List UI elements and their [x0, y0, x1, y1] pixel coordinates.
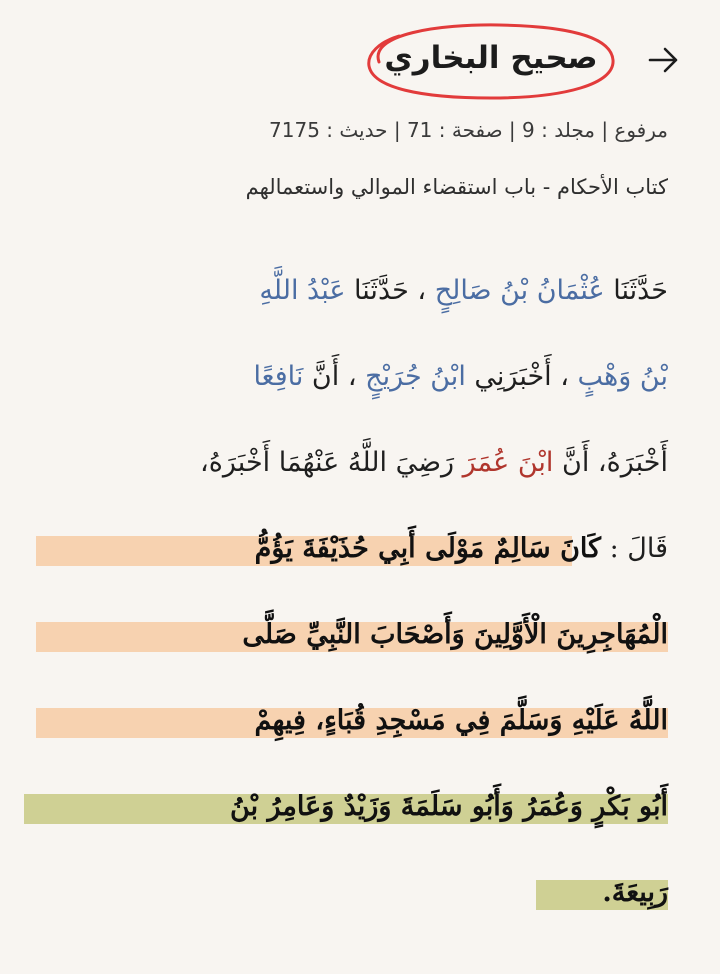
text-segment: رَضِيَ اللَّهُ عَنْهُمَا أَخْبَرَهُ،: [200, 447, 463, 478]
hadith-line-1: [36, 248, 668, 334]
text-segment: قَالَ :: [600, 533, 668, 564]
narrator-name[interactable]: ابْنُ جُرَيْجٍ: [365, 361, 466, 392]
companion-name[interactable]: ابْنَ عُمَرَ: [462, 447, 554, 478]
back-button[interactable]: [640, 36, 688, 84]
highlighted-text: أَبُو بَكْرٍ وَعُمَرُ وَأَبُو سَلَمَةَ وَزَيْدٌ وَعَامِرُ بْنُ: [230, 791, 668, 822]
text-segment: ، أَنَّ: [303, 361, 366, 392]
arrow-right-icon: [648, 46, 680, 74]
highlighted-text: رَبِيعَةَ.: [602, 877, 668, 908]
narrator-name[interactable]: عُثْمَانُ بْنُ صَالِحٍ: [434, 275, 605, 306]
hadith-reference: مرفوع | مجلد : 9 | صفحة : 71 | حديث : 7175: [269, 118, 668, 142]
narrator-name[interactable]: نَافِعًا: [253, 361, 304, 392]
narrator-name[interactable]: بْنُ وَهْبٍ: [577, 361, 668, 392]
hadith-text: [36, 248, 668, 936]
app-header: [0, 18, 720, 102]
hadith-line-7: [36, 764, 668, 850]
highlighted-text: الْمُهَاجِرِينَ الْأَوَّلِينَ وَأَصْحَابَ النَّبِيِّ صَلَّى: [242, 619, 668, 650]
text-segment: حَدَّثَنَا: [604, 275, 668, 306]
text-segment: ، أَخْبَرَنِي: [465, 361, 578, 392]
title-area: [359, 18, 623, 102]
hadith-line-8: [36, 850, 668, 936]
page-title: صحيح البخاري: [384, 40, 598, 76]
hadith-line-5: [36, 592, 668, 678]
text-segment: أَخْبَرَهُ، أَنَّ: [553, 447, 668, 478]
hadith-line-4: [36, 506, 668, 592]
hadith-line-3: [36, 420, 668, 506]
hadith-line-2: [36, 334, 668, 420]
text-segment: ، حَدَّثَنَا: [345, 275, 435, 306]
narrator-name[interactable]: عَبْدُ اللَّهِ: [259, 275, 346, 306]
highlighted-text: اللَّهُ عَلَيْهِ وَسَلَّمَ فِي مَسْجِدِ قُبَاءٍ، فِيهِمْ: [254, 705, 668, 736]
hadith-line-6: [36, 678, 668, 764]
book-chapter: كتاب الأحكام - باب استقضاء الموالي واستعمالهم: [245, 175, 668, 199]
highlighted-text: كَانَ سَالِمٌ مَوْلَى أَبِي حُذَيْفَةَ يَؤُمُّ: [254, 533, 601, 564]
